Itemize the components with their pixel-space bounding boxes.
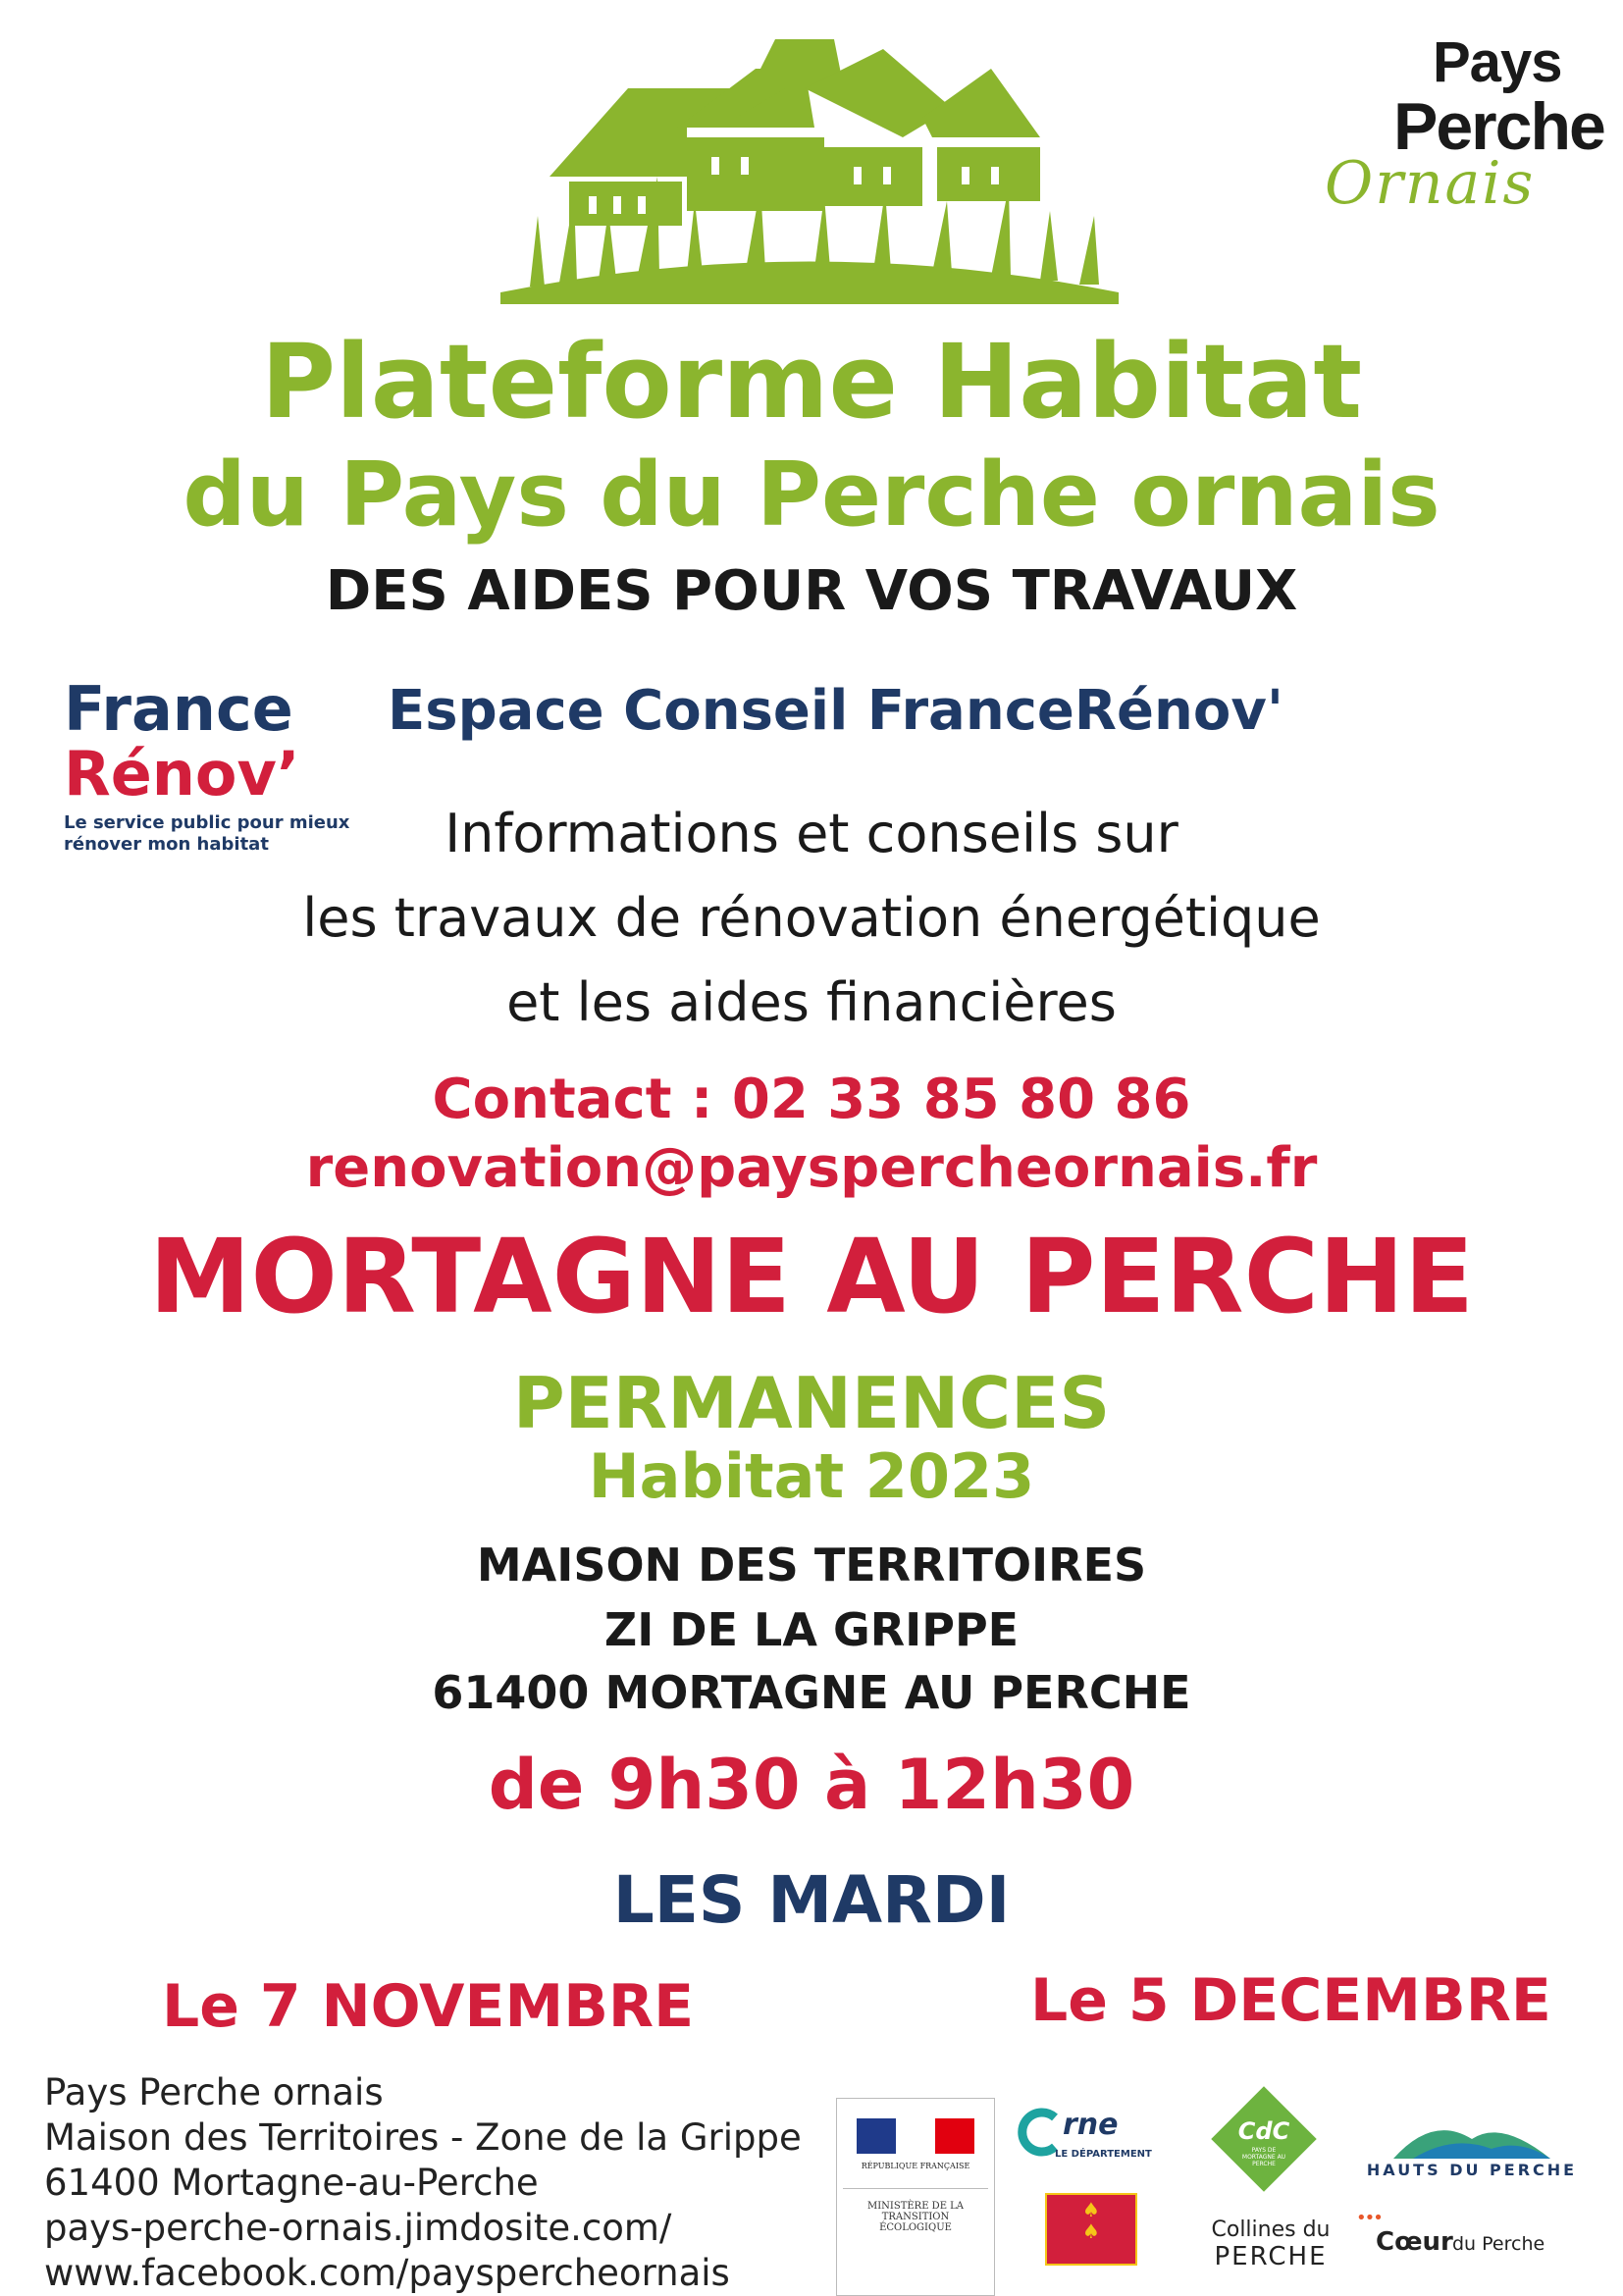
address-line-2: ZI DE LA GRIPPE	[603, 1603, 1020, 1656]
orne-subtext: LE DÉPARTEMENT	[1055, 2149, 1152, 2160]
address-line-1: MAISON DES TERRITOIRES	[476, 1539, 1147, 1592]
footer-address: Maison des Territoires - Zone de la Grippe	[44, 2116, 802, 2159]
date-december: Le 5 DECEMBRE	[1030, 1966, 1551, 2035]
collines-text-1: Collines du	[1211, 2218, 1331, 2242]
france-renov-logo-line1: France	[64, 673, 293, 745]
permanences-subtitle: Habitat 2023	[588, 1440, 1035, 1512]
hauts-du-perche-logo	[1344, 2110, 1599, 2188]
footer-org-name: Pays Perche ornais	[44, 2071, 384, 2113]
page-title: Plateforme Habitat	[260, 322, 1363, 442]
footer-city: 61400 Mortagne-au-Perche	[44, 2162, 539, 2204]
coeur-text: Cœur	[1376, 2227, 1453, 2257]
houses-illustration	[491, 29, 1128, 304]
info-line-1: Informations et conseils sur	[445, 803, 1178, 864]
cdc-subtext: PAYS DE MORTAGNE AU PERCHE	[1241, 2147, 1286, 2167]
france-renov-logo-caption: Le service public pour mieux rénover mon habitat	[64, 812, 350, 855]
address-line-3: 61400 MORTAGNE AU PERCHE	[432, 1666, 1191, 1719]
logo-ornais-text: Ornais	[1325, 149, 1536, 218]
republique-francaise-logo	[836, 2098, 995, 2296]
hauts-text: HAUTS DU PERCHE	[1366, 2161, 1578, 2179]
lion-icon: ♠ ♠	[1082, 2198, 1100, 2243]
partner-logos	[824, 2090, 1609, 2294]
footer-facebook-link[interactable]: www.facebook.com/payspercheornais	[44, 2252, 730, 2294]
page-subtitle: du Pays du Perche ornais	[183, 444, 1440, 547]
ministere-label: MINISTÈRE DE LA TRANSITION ÉCOLOGIQUE	[866, 2201, 965, 2233]
coeur-subtext: du Perche	[1452, 2233, 1545, 2255]
footer-contact-block	[44, 2070, 829, 2294]
normandie-flag-logo	[1045, 2193, 1137, 2266]
coeur-du-perche-logo	[1354, 2208, 1599, 2286]
city-title: MORTAGNE AU PERCHE	[148, 1217, 1475, 1336]
days-label: LES MARDI	[612, 1862, 1011, 1938]
sun-dots-icon: •••	[1356, 2208, 1382, 2228]
opening-hours: de 9h30 à 12h30	[488, 1745, 1135, 1825]
cdc-mortagne-logo	[1207, 2090, 1325, 2208]
contact-email[interactable]: renovation@payspercheornais.fr	[305, 1136, 1318, 1200]
hills-icon	[1393, 2110, 1550, 2159]
orne-logo	[1016, 2102, 1152, 2170]
orne-text: rne	[1063, 2108, 1119, 2142]
footer-website-link[interactable]: pays-perche-ornais.jimdosite.com/	[44, 2207, 672, 2249]
date-november: Le 7 NOVEMBRE	[162, 1972, 695, 2041]
info-line-3: et les aides financières	[506, 971, 1117, 1033]
permanences-title: PERMANENCES	[512, 1362, 1111, 1444]
espace-conseil-title: Espace Conseil FranceRénov'	[388, 679, 1283, 743]
logo-pays-text: Pays	[1433, 30, 1562, 94]
republique-label: RÉPUBLIQUE FRANÇAISE	[861, 2162, 970, 2170]
france-renov-logo-line2: Rénov’	[64, 738, 300, 809]
info-line-2: les travaux de rénovation énergétique	[302, 887, 1321, 949]
tagline: DES AIDES POUR VOS TRAVAUX	[325, 559, 1298, 623]
pays-perche-ornais-logo	[1315, 29, 1609, 226]
collines-du-perche-logo	[1192, 2218, 1349, 2291]
logo-perche-text: Perche	[1393, 89, 1604, 164]
cdc-text: CdC	[1237, 2117, 1290, 2145]
collines-text-2: PERCHE	[1214, 2242, 1328, 2271]
contact-phone: Contact : 02 33 85 80 86	[432, 1068, 1191, 1131]
